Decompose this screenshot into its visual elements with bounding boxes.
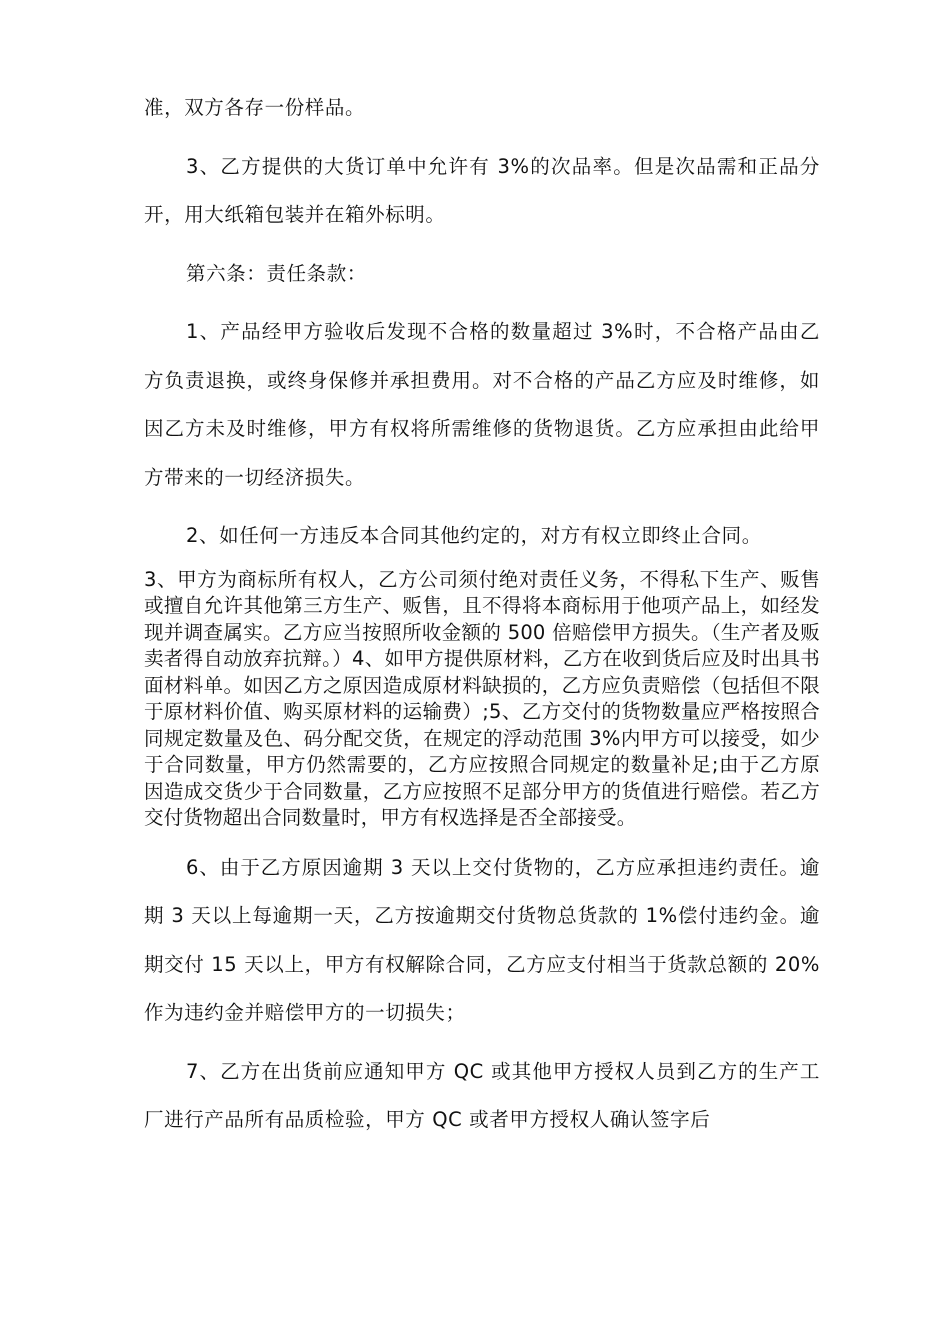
- paragraph-liability-1: 1、产品经甲方验收后发现不合格的数量超过 3%时，不合格产品由乙方负责退换，或终身保修并承担费用。对不合格的产品乙方应及时维修，如因乙方未及时维修，甲方有权将所需维修的货物退货。乙方应承担由此给甲方带来的一切经济损失。: [144, 320, 820, 489]
- document-page: [144, 84, 820, 1145]
- paragraph-liability-3-5: 3、甲方为商标所有权人，乙方公司须付绝对责任义务，不得私下生产、贩售或擅自允许其他第三方生产、贩售，且不得将本商标用于他项产品上，如经发现并调查属实。乙方应当按照所收金额的 500 倍赔偿甲方损失。（生产者及贩卖者得自动放弃抗辩。）4、如甲方提供原材料，乙方在收到货后应及时出具书面材料单。如因乙方之原因造成原材料缺损的，乙方应负责赔偿（包括但不限于原材料价值、购买原材料的运输费）;5、乙方交付的货物数量应严格按照合同规定数量及色、码分配交货，在规定的浮动范围 3%内甲方可以接受，如少于合同数量，甲方仍然需要的，乙方应按照合同规定的数量补足;由于乙方原因造成交货少于合同数量，乙方应按照不足部分甲方的货值进行赔偿。若乙方交付货物超出合同数量时，甲方有权选择是否全部接受。: [144, 567, 820, 829]
- paragraph-liability-6: 6、由于乙方原因逾期 3 天以上交付货物的，乙方应承担违约责任。逾期 3 天以上每逾期一天，乙方按逾期交付货物总货款的 1%偿付违约金。逾期交付 15 天以上，甲方有权解除合同，乙方应支付相当于货款总额的 20%作为违约金并赔偿甲方的一切损失；: [144, 855, 820, 1024]
- paragraph-sample-retention: 准，双方各存一份样品。: [144, 96, 366, 119]
- paragraph-defect-rate: 3、乙方提供的大货订单中允许有 3%的次品率。但是次品需和正品分开，用大纸箱包装并在箱外标明。: [144, 154, 820, 226]
- paragraph-liability-2: 2、如任何一方违反本合同其他约定的，对方有权立即终止合同。: [186, 524, 762, 547]
- paragraph-liability-7: 7、乙方在出货前应通知甲方 QC 或其他甲方授权人员到乙方的生产工厂进行产品所有品质检验，甲方 QC 或者甲方授权人确认签字后: [144, 1059, 820, 1131]
- section-heading-liability: 第六条：责任条款：: [186, 261, 367, 285]
